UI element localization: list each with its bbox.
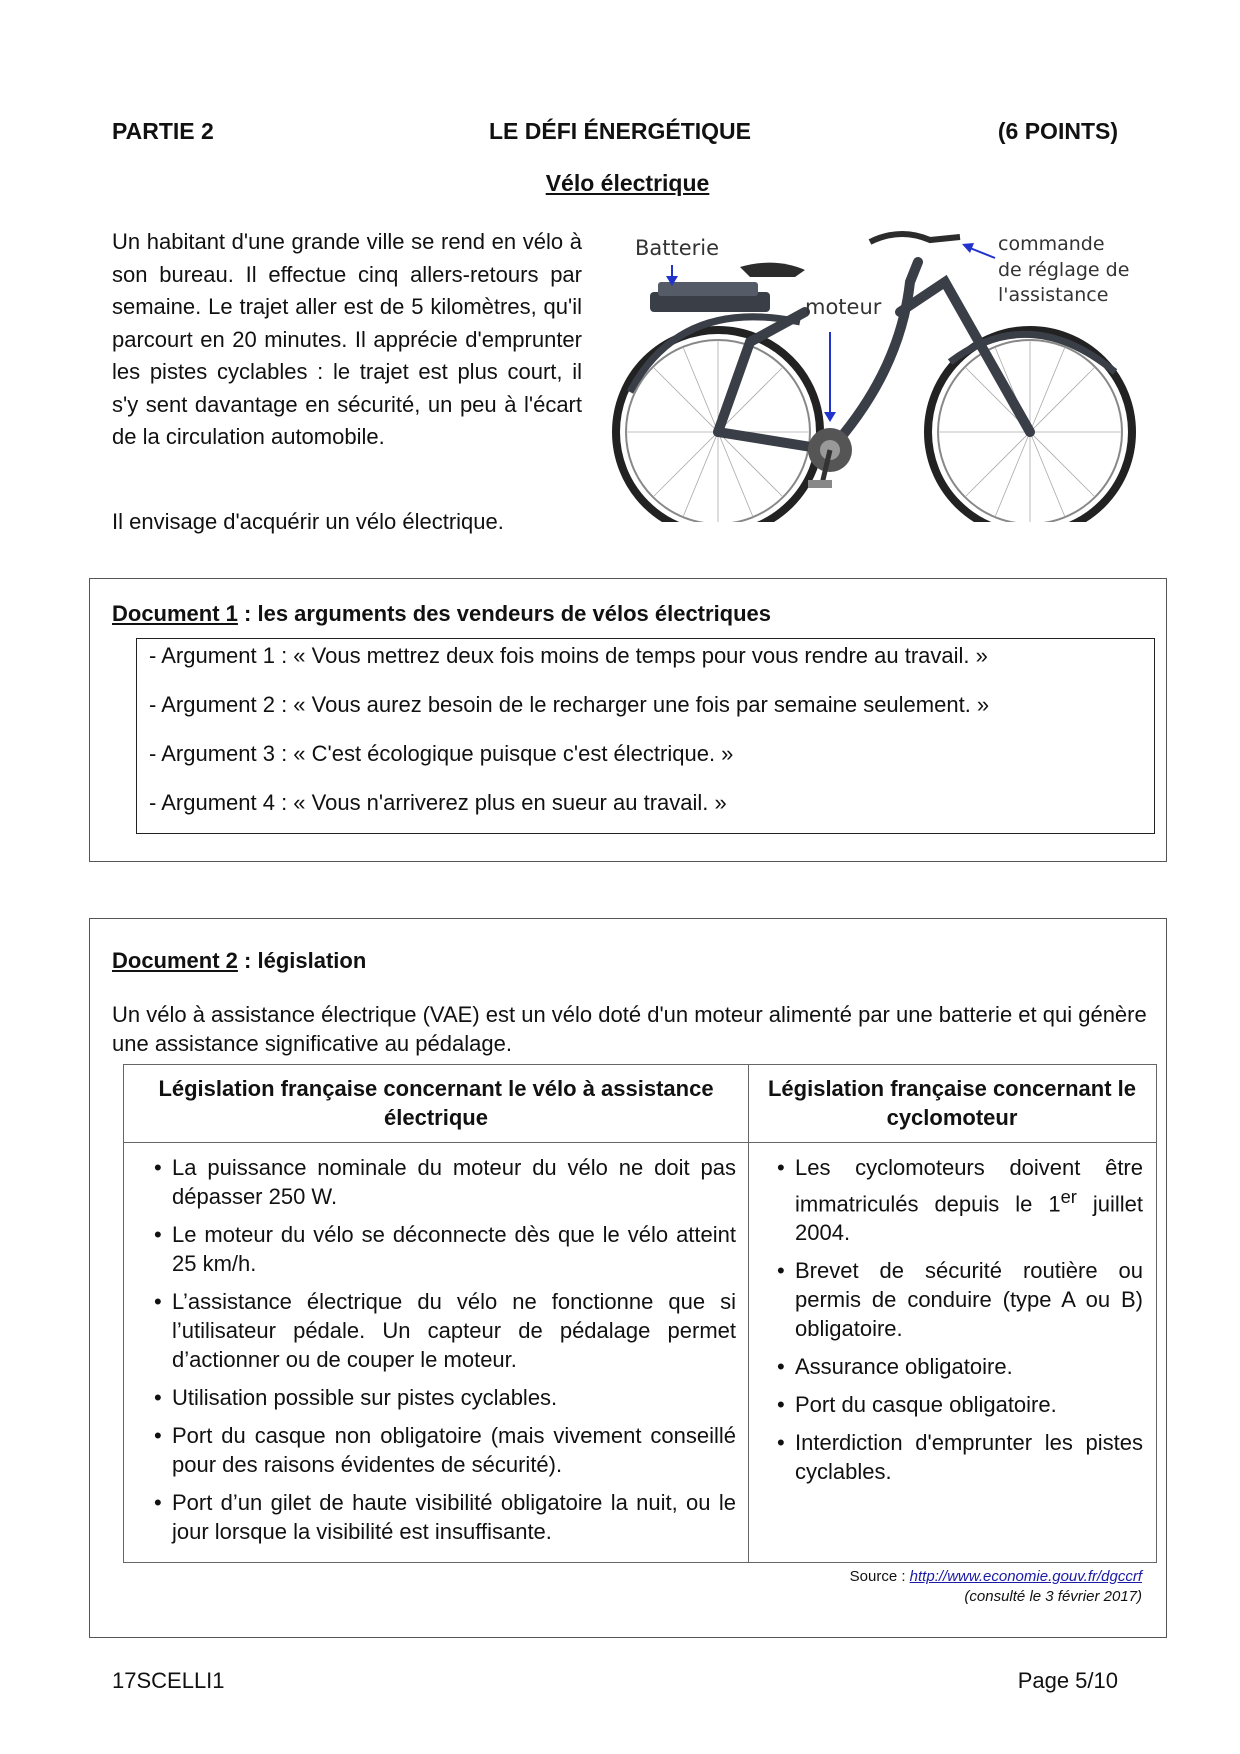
list-item: • Interdiction d'emprunter les pistes cyclables. xyxy=(777,1428,1143,1486)
cyclomoteur-rules-list xyxy=(777,1153,1143,1495)
source-citation xyxy=(850,1567,1142,1607)
legislation-table xyxy=(123,1064,1157,1563)
vae-rules-list xyxy=(154,1153,736,1555)
source-label: Source : xyxy=(849,1568,910,1585)
ordinal-suffix: er xyxy=(1060,1186,1077,1207)
item-text: juillet 2004. xyxy=(795,1191,1144,1246)
argument-1: - Argument 1 : « Vous mettrez deux fois moins de temps pour vous rendre au travail. » xyxy=(149,643,988,668)
list-item: • Port du casque non obligatoire (mais vivement conseillé pour des raisons évidentes de sécurité). xyxy=(154,1421,736,1479)
points-label: (6 POINTS) xyxy=(997,118,1118,144)
list-item: • Utilisation possible sur pistes cyclables. xyxy=(154,1383,736,1412)
document-1-heading: : les arguments des vendeurs de vélos électriques xyxy=(237,601,772,626)
part-title: LE DÉFI ÉNERGÉTIQUE xyxy=(489,118,751,144)
document-2-intro: Un vélo à assistance électrique (VAE) est un vélo doté d'un moteur alimenté par une batterie et qui génère une assistance significative au pédalage. xyxy=(112,1002,1147,1056)
list-item: • Brevet de sécurité routière ou permis de conduire (type A ou B) obligatoire. xyxy=(777,1256,1143,1343)
electric-bike-illustration xyxy=(600,222,1160,522)
document-1-title xyxy=(112,601,771,627)
document-2-heading: : législation xyxy=(237,948,367,973)
intro-conclusion: Il envisage d'acquérir un vélo électrique. xyxy=(112,509,504,534)
column-header-vae: Législation française concernant le vélo à assistance électrique xyxy=(158,1076,714,1130)
document-1-label: Document 1 xyxy=(112,601,238,626)
intro-paragraph: Un habitant d'une grande ville se rend en vélo à son bureau. Il effectue cinq allers-retours par semaine. Le trajet aller est de 5 kilomètres, qu'il parcourt en 20 minutes. Il apprécie d'emprunter les pistes cyclables : le trajet est plus court, il s'y sent davantage en sécurité, un peu à l'écart de la circulation automobile. xyxy=(112,229,582,449)
label-control-3: l'assistance xyxy=(998,284,1109,306)
document-2-label: Document 2 xyxy=(112,948,238,973)
consulted-date: (consulté le 3 février 2017) xyxy=(964,1588,1142,1605)
page-number: Page 5/10 xyxy=(1017,1668,1118,1693)
column-divider xyxy=(748,1065,749,1562)
handlebar xyxy=(870,234,960,242)
list-item: • Assurance obligatoire. xyxy=(777,1352,1143,1381)
label-control-1: commande xyxy=(998,233,1105,255)
source-link[interactable]: http://www.economie.gouv.fr/dgccrf xyxy=(909,1568,1142,1585)
section-subtitle: Vélo électrique xyxy=(545,170,710,196)
column-header-cyclomoteur: Législation française concernant le cyclomoteur xyxy=(767,1076,1136,1130)
exam-code: 17SCELLI1 xyxy=(112,1668,225,1693)
list-item: • Port d’un gilet de haute visibilité obligatoire la nuit, ou le jour lorsque la visibilité est insuffisante. xyxy=(154,1488,736,1546)
document-2-title xyxy=(112,948,366,974)
argument-2: - Argument 2 : « Vous aurez besoin de le recharger une fois par semaine seulement. » xyxy=(149,692,990,717)
part-label: PARTIE 2 xyxy=(112,118,214,144)
label-motor: moteur xyxy=(805,295,882,319)
list-item: • Le moteur du vélo se déconnecte dès que le vélo atteint 25 km/h. xyxy=(154,1220,736,1278)
label-control-2: de réglage de xyxy=(998,259,1130,281)
list-item: • Port du casque obligatoire. xyxy=(777,1390,1143,1419)
saddle xyxy=(740,263,805,277)
list-item: • La puissance nominale du moteur du vélo ne doit pas dépasser 250 W. xyxy=(154,1153,736,1211)
list-item xyxy=(777,1153,1143,1247)
arguments-box xyxy=(136,638,1155,834)
argument-4: - Argument 4 : « Vous n'arriverez plus en sueur au travail. » xyxy=(149,790,727,815)
label-battery: Batterie xyxy=(635,236,720,260)
list-item: • L’assistance électrique du vélo ne fonctionne que si l’utilisateur pédale. Un capteur de pédalage permet d’actionner ou de couper le moteur. xyxy=(154,1287,736,1374)
argument-3: - Argument 3 : « C'est écologique puisque c'est électrique. » xyxy=(149,741,734,766)
item-text: Les cyclomoteurs doivent être immatriculés depuis le 1 xyxy=(795,1155,1143,1217)
header-divider xyxy=(124,1142,1156,1143)
